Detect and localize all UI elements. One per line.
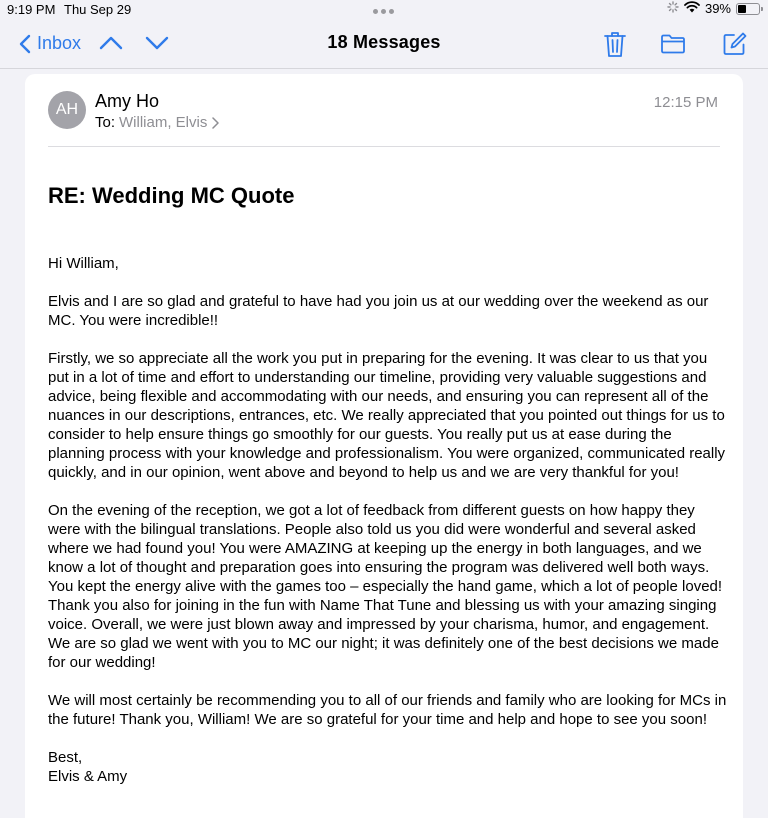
wifi-icon xyxy=(684,1,700,16)
move-to-folder-button[interactable] xyxy=(660,34,686,59)
folder-icon xyxy=(660,34,686,54)
multitasking-dots-icon[interactable] xyxy=(373,9,394,14)
message-count: 18 Messages xyxy=(327,32,441,52)
email-time: 12:15 PM xyxy=(653,94,718,111)
sender-name[interactable]: Amy Ho xyxy=(95,91,160,111)
chevron-right-icon xyxy=(212,117,219,129)
trash-button[interactable] xyxy=(603,30,627,63)
body-paragraph: We will most certainly be recommending you to all of our friends and family who are looking for MCs in the future! Thank you, William! We are so grateful for your time and help and hope to see you soon! xyxy=(48,692,727,728)
status-time: 9:19 PM xyxy=(7,2,56,17)
battery-percent: 39% xyxy=(704,1,731,16)
recipient-names[interactable]: William, Elvis xyxy=(119,114,208,131)
header-divider xyxy=(48,146,720,147)
email-card xyxy=(25,74,743,818)
activity-spinner-icon xyxy=(667,1,679,16)
recipients-row[interactable] xyxy=(95,114,219,131)
battery-icon xyxy=(736,3,760,15)
email-body xyxy=(48,254,728,786)
status-bar xyxy=(0,0,768,22)
compose-button[interactable] xyxy=(722,31,748,62)
nav-bar xyxy=(0,22,768,69)
greeting: Hi William, xyxy=(48,255,119,272)
signature: Elvis & Amy xyxy=(48,768,128,785)
avatar[interactable]: AH xyxy=(48,91,86,129)
body-paragraph: Firstly, we so appreciate all the work you put in preparing for the evening. It was clear to us that you put in a lot of time and effort to understanding our timeline, providing very valuable suggestions and advice, being flexible and accommodating with our needs, and ensuring you can represent all of the nuances in our descriptions, entrances, etc. We really appreciated that you pointed out things for us to consider to help ensure things go smoothly for our guests. You really put us at ease during the planning process with your knowledge and professionalism. You were organized, communicated really quickly, and in our opinion, went above and beyond to help us and we are very thankful for you! xyxy=(48,350,726,481)
signoff: Best, xyxy=(48,749,83,766)
trash-icon xyxy=(603,30,627,58)
page-title xyxy=(0,32,768,53)
body-paragraph: Elvis and I are so glad and grateful to have had you join us at our wedding over the weekend as our MC. You were incredible!! xyxy=(48,293,709,329)
back-label: Inbox xyxy=(37,33,82,53)
status-right xyxy=(667,1,760,16)
email-subject: RE: Wedding MC Quote xyxy=(48,183,295,208)
status-date: Thu Sep 29 xyxy=(64,2,132,17)
compose-icon xyxy=(722,31,748,57)
body-paragraph: On the evening of the reception, we got a lot of feedback from different guests on how happy they were with the bilingual translations. People also told us you did were wonderful and several asked where we had found you! You were AMAZING at keeping up the energy in both languages, and we know a lot of thought and preparation goes into ensuring the program was delivered well both ways. You kept the energy alive with the games too – especially the hand game, which a lot of people loved! Thank you also for joining in the fun with Name That Tune and blessing us with your amazing singing voice. Overall, we were just blown away and impressed by your charisma, humor, and engagement. We are so glad we went with you to MC our night; it was definitely one of the best decisions we made for our wedding! xyxy=(48,502,723,671)
to-label: To: xyxy=(95,114,116,131)
